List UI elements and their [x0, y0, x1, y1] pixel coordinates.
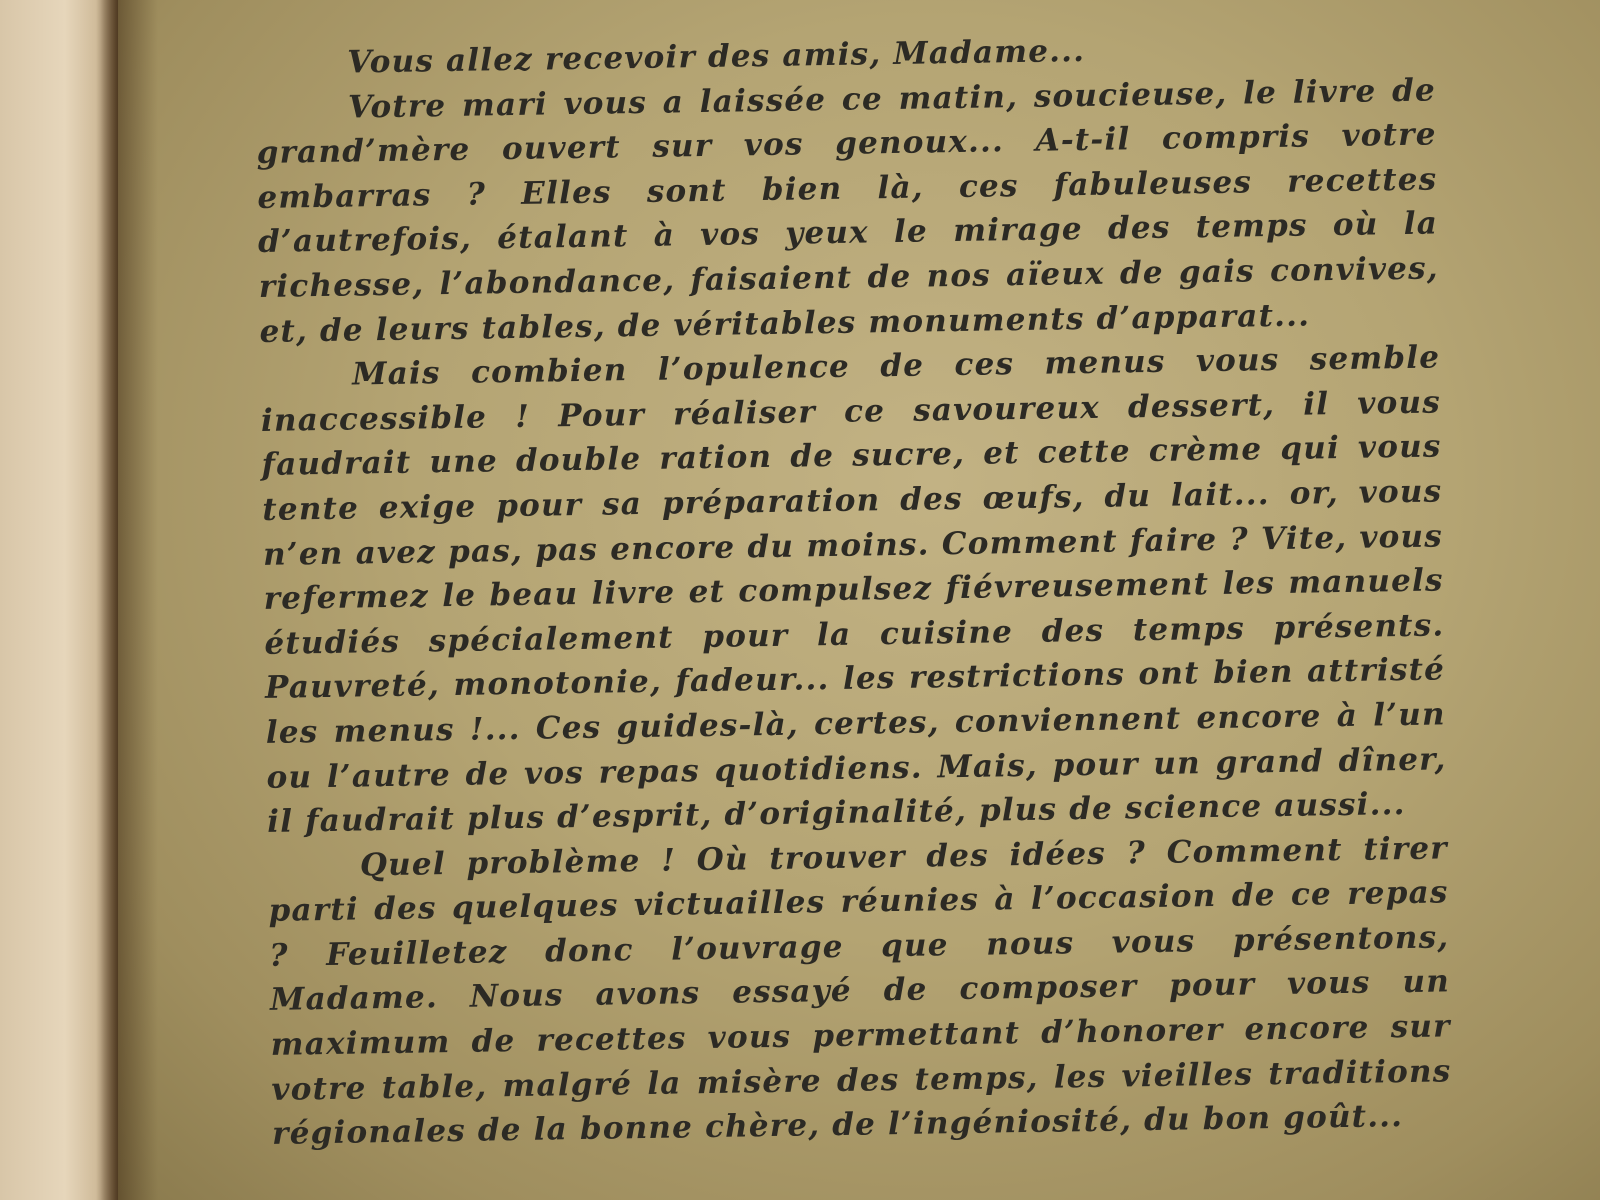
page-text	[255, 23, 1452, 1156]
paragraph-greeting: Vous allez recevoir des amis, Madame...	[347, 32, 1086, 81]
paragraph-problem: Quel problème ! Où trouver des idées ? Comment tirer parti des quelques victuailles réunies à l’occasion de ce repas ? Feuilletez donc l’ouvrage que nous vous présentons, Madame. Nous avons essayé de composer pour vous un maximum de recettes vous permettant d’honorer encore sur votre table, malgré la misère des temps, les vieilles traditions régionales de la bonne chère, de l’ingéniosité, du bon goût...	[268, 830, 1452, 1153]
page-shadow	[118, 0, 158, 1200]
paragraph-husband: Votre mari vous a laissée ce matin, soucieuse, le livre de grand’mère ouvert sur vos genoux... A-t-il compris votre embarras ? Elles sont bien là, ces fabuleuses recettes d’autrefois, étalant à vos yeux le mirage des temps où la richesse, l’abondance, faisaient de nos aïeux de gais convives, et, de leurs tables, de véritables monuments d’apparat...	[256, 72, 1439, 350]
paragraph-opulence: Mais combien l’opulence de ces menus vous semble inaccessible ! Pour réaliser ce savoureux dessert, il vous faudrait une double ration de sucre, et cette crème qui vous tente exige pour sa préparation des œufs, du lait... or, vous n’en avez pas, pas encore du moins. Comment faire ? Vite, vous refermez le beau livre et compulsez fiévreusement les manuels étudiés spécialement pour la cuisine des temps présents. Pauvreté, monotonie, fadeur... les restrictions ont bien attristé les menus !... Ces guides-là, certes, conviennent encore à l’un ou l’autre de vos repas quotidiens. Mais, pour un grand dîner, il faudrait plus d’esprit, d’originalité, plus de science aussi...	[260, 339, 1447, 840]
